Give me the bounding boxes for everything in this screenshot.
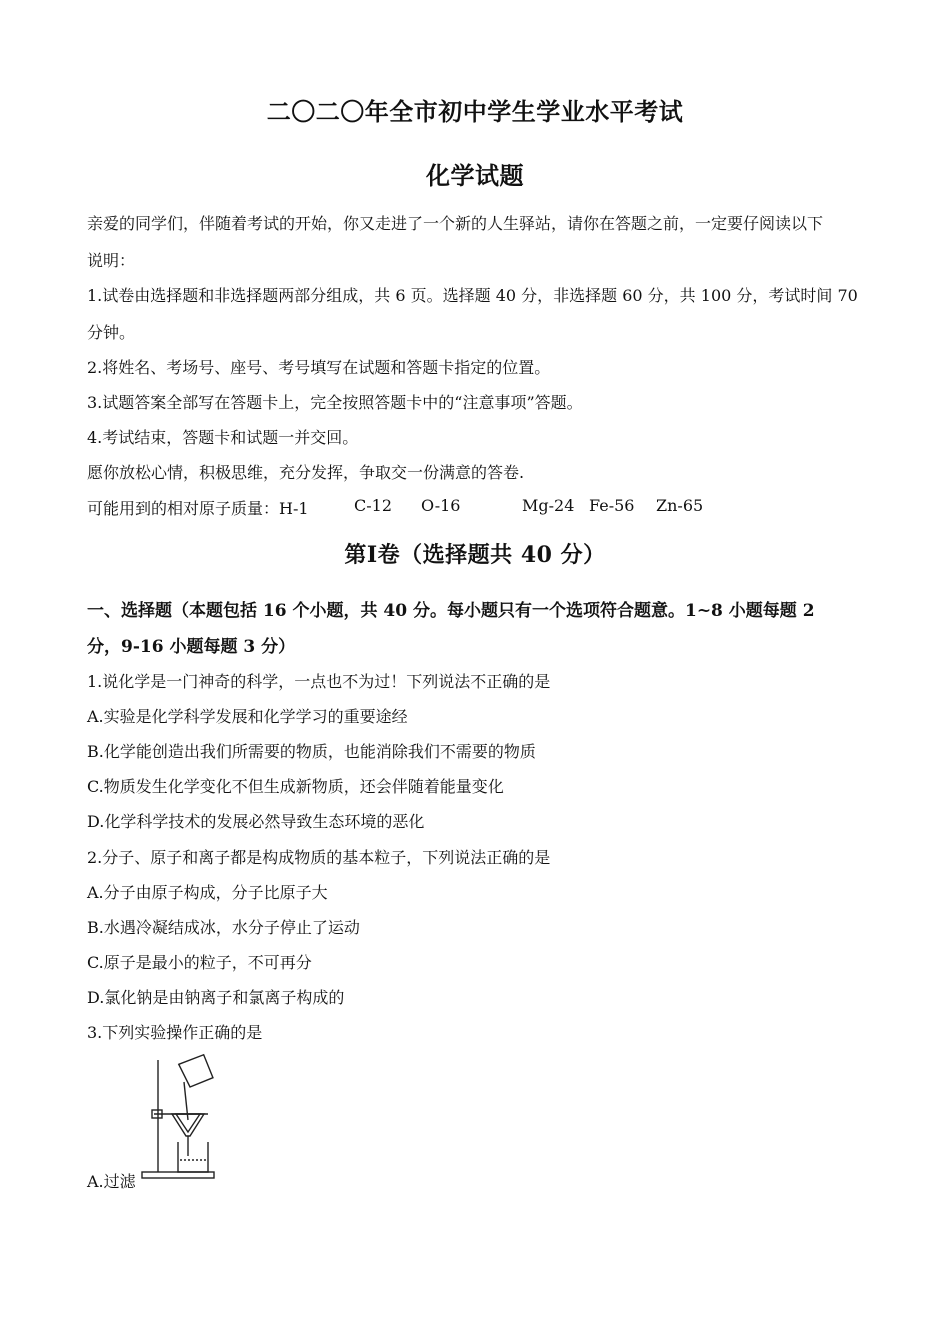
- mass-c: C-12: [354, 496, 393, 515]
- section-1-heading: 一、选择题（本题包括 16 个小题，共 40 分。每小题只有一个选项符合题意。1~8 小题每题 2: [87, 601, 815, 621]
- receiving-beaker: [178, 1142, 208, 1172]
- page-subtitle: 化学试题: [426, 161, 524, 190]
- instruction-3: 3.试题答案全部写在答题卡上，完全按照答题卡中的“注意事项”答题。: [87, 393, 583, 412]
- atomic-mass-line: [87, 496, 877, 519]
- question-2-option-d: D.氯化钠是由钠离子和氯离子构成的: [87, 988, 345, 1007]
- mass-o: O-16: [421, 496, 461, 515]
- question-3-option-a: A.过滤: [87, 1172, 136, 1191]
- mass-h: H-1: [279, 499, 309, 518]
- question-1-option-c: C.物质发生化学变化不但生成新物质，还会伴随着能量变化: [87, 777, 504, 796]
- instruction-1: 1.试卷由选择题和非选择题两部分组成，共 6 页。选择题 40 分，非选择题 60 分，共 100 分，考试时间 70: [87, 286, 858, 305]
- instruction-2: 2.将姓名、考场号、座号、考号填写在试题和答题卡指定的位置。: [87, 358, 551, 377]
- question-2-option-c: C.原子是最小的粒子，不可再分: [87, 953, 312, 972]
- mass-zn: Zn-65: [656, 496, 704, 515]
- question-2-option-b: B.水遇冷凝结成冰，水分子停止了运动: [87, 918, 360, 937]
- part-1-title: 第Ⅰ卷（选择题共 40 分）: [344, 542, 606, 568]
- atomic-mass-label: 可能用到的相对原子质量：: [87, 499, 280, 518]
- intro-line-1: 亲爱的同学们，伴随着考试的开始，你又走进了一个新的人生驿站，请你在答题之前，一定要仔阅读以下: [87, 214, 824, 233]
- mass-mg: Mg-24: [522, 496, 575, 515]
- filtration-apparatus-figure: [138, 1052, 222, 1182]
- question-1-option-a: A.实验是化学科学发展和化学学习的重要途经: [87, 707, 408, 726]
- intro-line-2: 说明：: [87, 251, 136, 270]
- pouring-beaker: [178, 1054, 214, 1088]
- instruction-1-cont: 分钟。: [87, 323, 136, 342]
- page-title: 二〇二〇年全市初中学生学业水平考试: [266, 97, 684, 126]
- question-1-option-b: B.化学能创造出我们所需要的物质，也能消除我们不需要的物质: [87, 742, 536, 761]
- question-2-option-a: A.分子由原子构成，分子比原子大: [87, 883, 328, 902]
- question-3-stem: 3.下列实验操作正确的是: [87, 1023, 263, 1042]
- encouragement: 愿你放松心情，积极思维，充分发挥，争取交一份满意的答卷.: [87, 463, 525, 482]
- question-2-stem: 2.分子、原子和离子都是构成物质的基本粒子，下列说法正确的是: [87, 848, 551, 867]
- question-1-stem: 1.说化学是一门神奇的科学，一点也不为过！下列说法不正确的是: [87, 672, 551, 691]
- question-1-option-d: D.化学科学技术的发展必然导致生态环境的恶化: [87, 812, 425, 831]
- instruction-4: 4.考试结束，答题卡和试题一并交回。: [87, 428, 359, 447]
- section-1-heading-cont: 分，9-16 小题每题 3 分）: [87, 637, 296, 657]
- mass-fe: Fe-56: [589, 496, 635, 515]
